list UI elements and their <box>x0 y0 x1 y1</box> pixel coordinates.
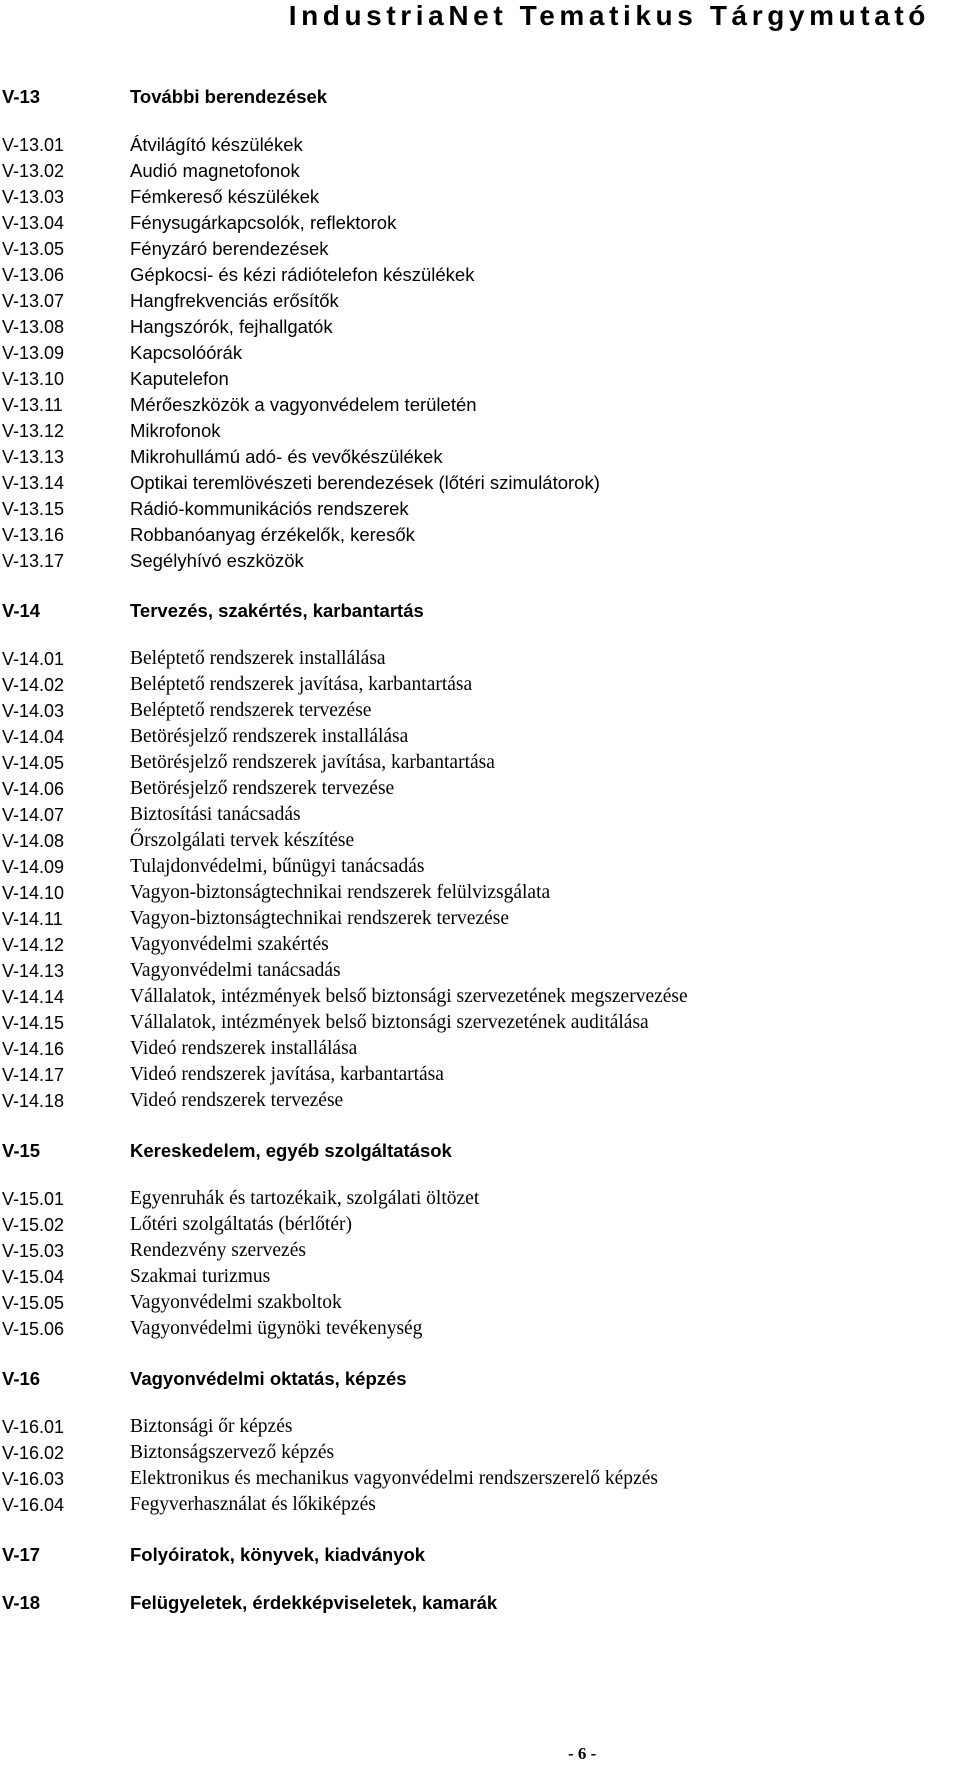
section-v17 <box>0 1542 960 1568</box>
item-code: V-15.05 <box>2 1293 65 1313</box>
item-label: Lőtéri szolgáltatás (bérlőtér) <box>130 1214 352 1235</box>
item-label: Mikrofonok <box>130 420 221 441</box>
section-v13 <box>0 84 960 574</box>
list-item <box>0 750 960 776</box>
item-label: Betörésjelző rendszerek tervezése <box>130 778 395 799</box>
list-item <box>0 314 960 340</box>
list-item <box>0 158 960 184</box>
item-label: Fegyverhasználat és lőkiképzés <box>130 1494 376 1515</box>
list-item <box>0 1088 960 1114</box>
item-code: V-16.01 <box>2 1417 65 1437</box>
list-item <box>0 548 960 574</box>
list-item <box>0 880 960 906</box>
list-item <box>0 1316 960 1342</box>
list-item <box>0 672 960 698</box>
item-code: V-14.18 <box>2 1091 65 1111</box>
item-label: Betörésjelző rendszerek javítása, karbantartása <box>130 752 495 773</box>
item-label: Mikrohullámú adó- és vevőkészülékek <box>130 446 443 467</box>
item-code: V-14.11 <box>2 909 63 929</box>
list-item <box>0 854 960 880</box>
item-code: V-14.16 <box>2 1039 65 1059</box>
item-code: V-13.06 <box>2 265 65 285</box>
section-title: További berendezések <box>130 86 328 107</box>
list-item <box>0 984 960 1010</box>
item-code: V-13.02 <box>2 161 65 181</box>
item-label: Őrszolgálati tervek készítése <box>130 830 355 851</box>
list-item <box>0 522 960 548</box>
section-code: V-14 <box>2 600 41 621</box>
item-label: Audió magnetofonok <box>130 160 300 181</box>
item-code: V-14.10 <box>2 883 65 903</box>
item-code: V-13.15 <box>2 499 65 519</box>
item-code: V-15.03 <box>2 1241 65 1261</box>
list-item <box>0 132 960 158</box>
item-label: Biztosítási tanácsadás <box>130 804 301 825</box>
list-item <box>0 392 960 418</box>
list-item <box>0 802 960 828</box>
item-code: V-13.13 <box>2 447 65 467</box>
item-label: Biztonsági őr képzés <box>130 1416 293 1437</box>
item-label: Beléptető rendszerek installálása <box>130 648 386 669</box>
list-item <box>0 1238 960 1264</box>
item-code: V-15.02 <box>2 1215 65 1235</box>
section-v16 <box>0 1366 960 1518</box>
item-code: V-13.17 <box>2 551 65 571</box>
list-item <box>0 906 960 932</box>
list-item <box>0 828 960 854</box>
list-item <box>0 288 960 314</box>
item-code: V-16.03 <box>2 1469 65 1489</box>
item-label: Kapcsolóórák <box>130 342 243 363</box>
item-label: Robbanóanyag érzékelők, keresők <box>130 524 415 545</box>
item-label: Szakmai turizmus <box>130 1266 271 1287</box>
item-code: V-14.17 <box>2 1065 65 1085</box>
section-v14 <box>0 598 960 1114</box>
list-item <box>0 1492 960 1518</box>
item-code: V-13.11 <box>2 395 63 415</box>
item-code: V-15.06 <box>2 1319 65 1339</box>
list-item <box>0 1212 960 1238</box>
section-title: Folyóiratok, könyvek, kiadványok <box>130 1544 426 1565</box>
page-number: - 6 - <box>568 1744 597 1763</box>
item-code: V-13.07 <box>2 291 65 311</box>
list-item <box>0 496 960 522</box>
list-item <box>0 646 960 672</box>
list-item <box>0 1440 960 1466</box>
section-code: V-15 <box>2 1140 41 1161</box>
item-label: Segélyhívó eszközök <box>130 550 304 571</box>
section-heading <box>0 1542 960 1568</box>
list-item <box>0 1290 960 1316</box>
item-label: Vállalatok, intézmények belső biztonsági szervezetének auditálása <box>130 1012 649 1033</box>
page-header-title: IndustriaNet Tematikus Tárgymutató <box>288 0 930 31</box>
list-item <box>0 1264 960 1290</box>
section-items <box>0 646 960 1114</box>
list-item <box>0 724 960 750</box>
item-code: V-13.12 <box>2 421 65 441</box>
item-code: V-13.10 <box>2 369 65 389</box>
item-label: Beléptető rendszerek javítása, karbantartása <box>130 674 473 695</box>
section-code: V-13 <box>2 86 41 107</box>
item-label: Videó rendszerek javítása, karbantartása <box>130 1064 444 1085</box>
item-label: Vagyon-biztonságtechnikai rendszerek felülvizsgálata <box>130 882 551 903</box>
list-item <box>0 210 960 236</box>
item-code: V-13.09 <box>2 343 65 363</box>
item-label: Rádió-kommunikációs rendszerek <box>130 498 409 519</box>
list-item <box>0 1466 960 1492</box>
item-label: Fényzáró berendezések <box>130 238 329 259</box>
item-label: Fénysugárkapcsolók, reflektorok <box>130 212 397 233</box>
item-code: V-14.08 <box>2 831 65 851</box>
section-title: Kereskedelem, egyéb szolgáltatások <box>130 1140 452 1161</box>
item-code: V-13.04 <box>2 213 65 233</box>
section-code: V-16 <box>2 1368 41 1389</box>
item-code: V-16.02 <box>2 1443 65 1463</box>
list-item <box>0 470 960 496</box>
section-title: Vagyonvédelmi oktatás, képzés <box>130 1368 407 1389</box>
list-item <box>0 340 960 366</box>
item-label: Rendezvény szervezés <box>130 1240 306 1261</box>
item-label: Hangfrekvenciás erősítők <box>130 290 339 311</box>
list-item <box>0 366 960 392</box>
section-title: Tervezés, szakértés, karbantartás <box>130 600 424 621</box>
item-code: V-14.07 <box>2 805 65 825</box>
section-v15 <box>0 1138 960 1342</box>
item-code: V-14.02 <box>2 675 65 695</box>
list-item <box>0 262 960 288</box>
item-label: Elektronikus és mechanikus vagyonvédelmi rendszerszerelő képzés <box>130 1468 658 1489</box>
list-item <box>0 1010 960 1036</box>
item-code: V-16.04 <box>2 1495 65 1515</box>
item-code: V-14.14 <box>2 987 65 1007</box>
item-code: V-14.09 <box>2 857 65 877</box>
section-items <box>0 1414 960 1518</box>
list-item <box>0 776 960 802</box>
item-label: Vállalatok, intézmények belső biztonsági szervezetének megszervezése <box>130 986 688 1007</box>
item-label: Videó rendszerek installálása <box>130 1038 358 1059</box>
item-label: Kaputelefon <box>130 368 229 389</box>
item-code: V-14.13 <box>2 961 65 981</box>
list-item <box>0 444 960 470</box>
item-code: V-13.16 <box>2 525 65 545</box>
item-label: Tulajdonvédelmi, bűnügyi tanácsadás <box>130 856 425 877</box>
list-item <box>0 698 960 724</box>
section-items <box>0 132 960 574</box>
item-label: Egyenruhák és tartozékaik, szolgálati öltözet <box>130 1188 480 1209</box>
item-label: Vagyon-biztonságtechnikai rendszerek tervezése <box>130 908 509 929</box>
item-label: Biztonságszervező képzés <box>130 1442 335 1463</box>
item-label: Gépkocsi- és kézi rádiótelefon készülékek <box>130 264 475 285</box>
item-code: V-13.08 <box>2 317 65 337</box>
item-label: Betörésjelző rendszerek installálása <box>130 726 409 747</box>
item-label: Mérőeszközök a vagyonvédelem területén <box>130 394 477 415</box>
section-v18 <box>0 1590 960 1616</box>
section-heading <box>0 84 960 110</box>
list-item <box>0 1036 960 1062</box>
item-code: V-13.01 <box>2 135 65 155</box>
item-label: Vagyonvédelmi ügynöki tevékenység <box>130 1318 423 1339</box>
item-label: Vagyonvédelmi szakértés <box>130 934 329 955</box>
section-title: Felügyeletek, érdekképviseletek, kamarák <box>130 1592 498 1613</box>
section-code: V-17 <box>2 1544 41 1565</box>
list-item <box>0 184 960 210</box>
item-label: Optikai teremlövészeti berendezések (lőtéri szimulátorok) <box>130 472 600 493</box>
item-code: V-15.04 <box>2 1267 65 1287</box>
item-label: Beléptető rendszerek tervezése <box>130 700 372 721</box>
item-code: V-14.01 <box>2 649 65 669</box>
section-heading <box>0 598 960 624</box>
list-item <box>0 932 960 958</box>
item-code: V-14.15 <box>2 1013 65 1033</box>
section-items <box>0 1186 960 1342</box>
item-code: V-14.12 <box>2 935 65 955</box>
item-code: V-13.03 <box>2 187 65 207</box>
item-code: V-14.04 <box>2 727 65 747</box>
list-item <box>0 236 960 262</box>
item-label: Vagyonvédelmi tanácsadás <box>130 960 341 981</box>
list-item <box>0 1414 960 1440</box>
item-label: Fémkereső készülékek <box>130 186 320 207</box>
list-item <box>0 1062 960 1088</box>
item-code: V-14.05 <box>2 753 65 773</box>
item-code: V-13.05 <box>2 239 65 259</box>
list-item <box>0 958 960 984</box>
item-label: Átvilágító készülékek <box>130 134 303 155</box>
subject-index <box>0 84 960 1638</box>
item-code: V-15.01 <box>2 1189 65 1209</box>
item-label: Hangszórók, fejhallgatók <box>130 316 333 337</box>
item-label: Videó rendszerek tervezése <box>130 1090 344 1111</box>
section-heading <box>0 1138 960 1164</box>
item-code: V-14.03 <box>2 701 65 721</box>
item-label: Vagyonvédelmi szakboltok <box>130 1292 342 1313</box>
section-heading <box>0 1366 960 1392</box>
section-code: V-18 <box>2 1592 41 1613</box>
list-item <box>0 418 960 444</box>
item-code: V-13.14 <box>2 473 65 493</box>
item-code: V-14.06 <box>2 779 65 799</box>
list-item <box>0 1186 960 1212</box>
section-heading <box>0 1590 960 1616</box>
